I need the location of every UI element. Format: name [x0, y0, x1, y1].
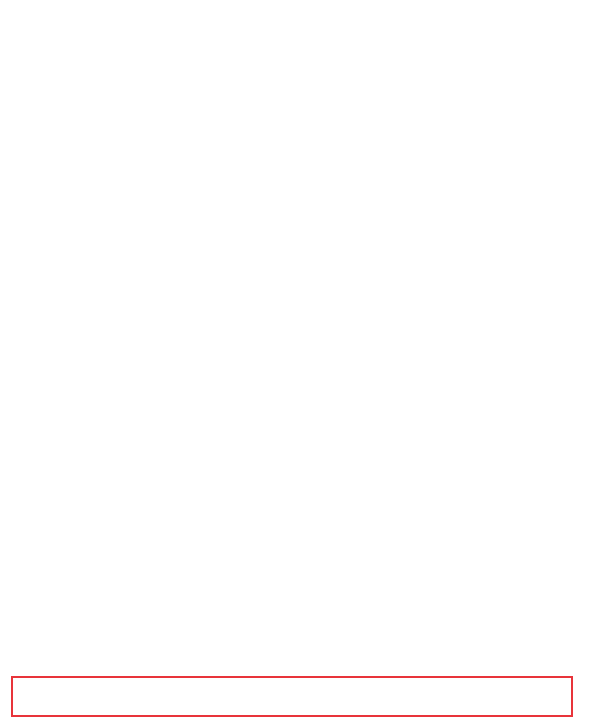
highlight-box-row-04 — [11, 676, 573, 717]
table-grid — [6, 6, 583, 718]
majors-table — [6, 6, 583, 718]
